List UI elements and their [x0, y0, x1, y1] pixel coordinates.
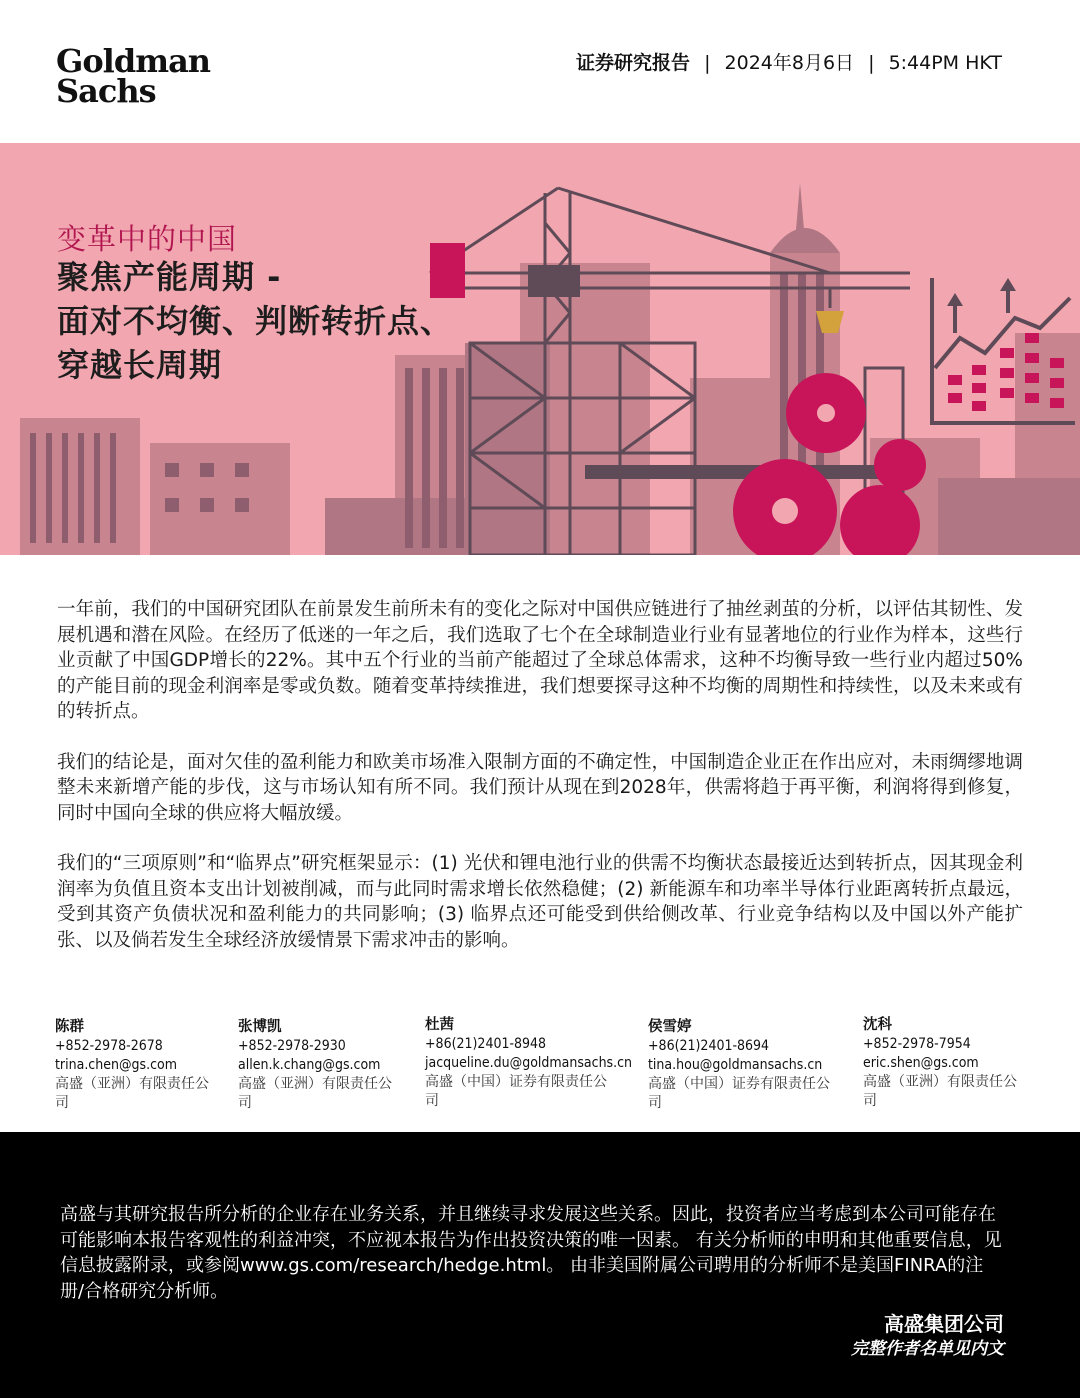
author-phone: +86(21)2401-8694 [648, 1038, 770, 1054]
hero-banner [0, 143, 1080, 555]
title-line: 穿越长周期 [57, 346, 223, 384]
title-line: 聚焦产能周期 - [57, 258, 282, 296]
report-meta [576, 48, 1002, 75]
author-card [238, 1018, 403, 1113]
goldman-sachs-logo[interactable] [56, 42, 211, 110]
author-firm: 高盛（亚洲）有限责任公司 [863, 1074, 1017, 1109]
author-card [425, 1016, 632, 1111]
author-card [863, 1016, 1028, 1111]
footer-firm-name: 高盛集团公司 [884, 1312, 1004, 1336]
author-email[interactable]: eric.shen@gs.com [863, 1055, 979, 1071]
author-firm: 高盛（中国）证券有限责任公司 [425, 1074, 607, 1109]
author-name: 张博凯 [238, 1019, 282, 1035]
summary-paragraph: 一年前，我们的中国研究团队在前景发生前所未有的变化之际对中国供应链进行了抽丝剥茧的分析，以评估其韧性、发展机遇和潜在风险。在经历了低迷的一年之后，我们选取了七个在全球制造业行业有显著地位的行业作为样本，这些行业贡献了中国GDP增长的22%。其中五个行业的当前产能超过了全球总体需求，这种不均衡导致一些行业内超过50%的产能目前的现金利润率是零或负数。随着变革持续推进，我们想要探寻这种不均衡的周期性和持续性，以及未来或有的转折点。 [57, 599, 1023, 722]
author-email[interactable]: trina.chen@gs.com [55, 1057, 178, 1073]
author-firm: 高盛（中国）证券有限责任公司 [648, 1076, 830, 1111]
author-name: 杜茜 [425, 1017, 454, 1033]
summary-paragraph: 我们的结论是，面对欠佳的盈利能力和欧美市场准入限制方面的不确定性，中国制造企业正在作出应对，未雨绸缪地调整未来新增产能的步伐，这与市场认知有所不同。我们预计从现在到2028年，供需将趋于再平衡，利润将得到修复，同时中国向全球的供应将大幅放缓。 [57, 751, 1023, 824]
disclaimer-text: 高盛与其研究报告所分析的企业存在业务关系，并且继续寻求发展这些关系。因此，投资者应当考虑到本公司可能存在可能影响本报告客观性的利益冲突，不应视本报告为作出投资决策的唯一因素。 有关分析师的申明和其他重要信息，见信息披露附录，或参阅www.gs.com/research/hedge.html。 由非美国附属公司聘用的分析师不是美国FINRA的注册/合格研究分析师。 [60, 1204, 1002, 1302]
author-phone: +852-2978-2678 [55, 1038, 163, 1054]
summary-paragraph: 我们的“三项原则”和“临界点”研究框架显示：(1) 光伏和锂电池行业的供需不均衡状态最接近达到转折点，因其现金利润率为负值且资本支出计划被削减，而与此同时需求增长依然稳健；(2) 新能源车和功率半导体行业距离转折点最远，受到其资产负债状况和盈利能力的共同影响；(3) 临界点还可能受到供给侧改革、行业竞争结构以及中国以外产能扩张、以及倘若发生全球经济放缓情景下需求冲击的影响。 [57, 853, 1023, 951]
report-type: 证券研究报告 [576, 52, 691, 74]
page-title [57, 255, 453, 387]
author-firm: 高盛（亚洲）有限责任公司 [238, 1076, 392, 1111]
author-phone: +852-2978-7954 [863, 1036, 971, 1052]
disclaimer-footer [0, 1132, 1080, 1398]
hero-kicker: 变革中的中国 [57, 222, 238, 256]
author-email[interactable]: allen.k.chang@gs.com [238, 1057, 381, 1073]
meta-separator: | [704, 52, 711, 74]
logo-line-2: Sachs [56, 72, 156, 110]
author-email[interactable]: tina.hou@goldmansachs.cn [648, 1057, 823, 1073]
author-firm: 高盛（亚洲）有限责任公司 [55, 1076, 209, 1111]
author-email[interactable]: jacqueline.du@goldmansachs.cn [425, 1055, 633, 1071]
author-name: 侯雪婷 [648, 1019, 692, 1035]
title-line: 面对不均衡、判断转折点、 [57, 302, 454, 340]
footer-author-note: 完整作者名单见内文 [851, 1339, 1004, 1359]
logo-line-1: Goldman [56, 42, 211, 80]
author-phone: +852-2978-2930 [238, 1038, 346, 1054]
author-list [55, 1018, 1035, 1118]
report-date: 2024年8月6日 [724, 52, 855, 74]
author-name: 沈科 [863, 1017, 892, 1033]
report-time: 5:44PM HKT [888, 52, 1002, 74]
author-phone: +86(21)2401-8948 [425, 1036, 547, 1052]
meta-separator: | [868, 52, 875, 74]
summary-body [57, 597, 1023, 978]
author-name: 陈群 [55, 1019, 84, 1035]
author-card [648, 1018, 843, 1113]
author-card [55, 1018, 220, 1113]
